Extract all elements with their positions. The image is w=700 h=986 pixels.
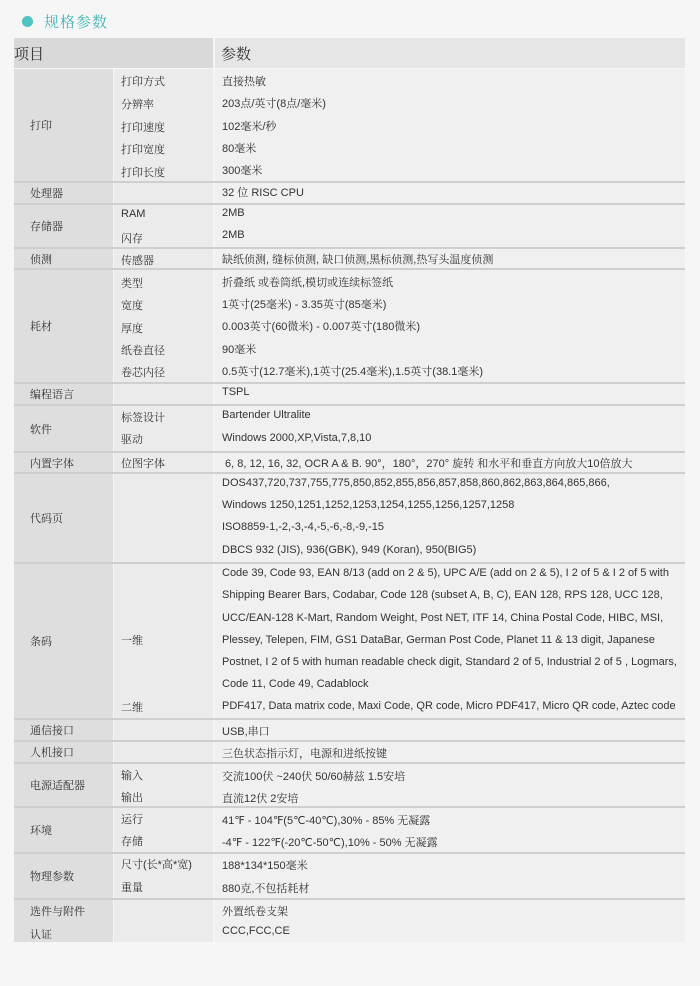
codepage-line: DOS437,720,737,755,775,850,852,855,856,857,858,860,862,863,864,865,866, (222, 477, 610, 489)
spec-label: 分辨率 (121, 99, 154, 111)
group-power (14, 764, 113, 806)
header-param-label: 参数 (221, 45, 252, 63)
group-fonts (14, 453, 113, 472)
codepage-line: ISO8859-1,-2,-3,-4,-5,-6,-8,-9,-15 (222, 521, 385, 533)
group-label: 物理参数 (30, 871, 74, 883)
spec-value: 折叠纸 或卷筒纸,模切或连续标签纸 (222, 277, 394, 289)
spec-label: 宽度 (121, 300, 143, 312)
group-label: 存储器 (30, 221, 63, 233)
spec-label: 纸卷直径 (121, 345, 165, 357)
spec-label: 存储 (121, 836, 143, 848)
spec-value: 90毫米 (222, 344, 257, 356)
spec-label: 传感器 (121, 255, 154, 267)
spec-label: 打印长度 (121, 167, 165, 179)
spec-value: 41℉ - 104℉(5℃-40℃),30% - 85% 无凝露 (222, 815, 431, 827)
sub-col (114, 742, 213, 762)
spec-value: -4℉ - 122℉(-20℃-50℃),10% - 50% 无凝露 (222, 837, 438, 849)
header-param (215, 38, 685, 68)
group-label: 选件与附件 (30, 906, 85, 918)
group-software (14, 406, 113, 451)
spec-value: 0.003英寸(60微米) - 0.007英寸(180微米) (222, 321, 421, 333)
spec-label: 输入 (121, 770, 143, 782)
spec-label: 尺寸(长*高*宽) (121, 859, 192, 871)
spec-label: 位图字体 (121, 458, 165, 470)
group-label: 软件 (30, 423, 52, 436)
spec-value: TSPL (222, 386, 250, 398)
spec-value: 102毫米/秒 (222, 121, 277, 133)
group-label: 通信接口 (30, 725, 74, 737)
spec-label: 运行 (121, 814, 143, 826)
group-interface (14, 720, 113, 740)
group-label: 环境 (30, 825, 52, 837)
spec-value: 6, 8, 12, 16, 32, OCR A & B. 90°，180°，270° 旋转 和水平和垂直方向放大10倍放大 (225, 458, 633, 470)
group-label: 处理器 (30, 188, 63, 200)
group-label: 编程语言 (30, 389, 74, 401)
spec-label: 驱动 (121, 434, 143, 446)
spec-label: RAM (121, 208, 146, 220)
group-label: 认证 (30, 929, 52, 941)
spec-value: 三色状态指示灯，电源和进纸按键 (222, 748, 387, 760)
codepage-line: Windows 1250,1251,1252,1253,1254,1255,1256,1257,1258 (222, 499, 515, 511)
spec-value: 80毫米 (222, 143, 257, 155)
spec-label: 二维 (121, 702, 143, 714)
spec-label: 闪存 (121, 233, 143, 245)
barcode-1d-value: Code 39, Code 93, EAN 8/13 (add on 2 & 5), UPC A/E (add on 2 & 5), I 2 of 5 & I 2 of 5 with Shipping Bearer Bars, Codabar, Code 128 (subset A, B, C), EAN 128, RPS 128, UCC 128, UCC/EAN-128 K-Mart, Random Weight, Post NET, ITF 14, China Postal Code, HIBC, MSI, Plessey, Telepen, FIM, GS1 DataBar, German Post Code, Planet 11 & 13 digit, Japanese Postnet, I 2 of 5 with human readable check digit, Standard 2 of 5, Industrial 2 of 5 , Logmars, Code 11, Code 49, Cadablock (222, 567, 677, 691)
group-language (14, 384, 113, 404)
group-print (14, 69, 113, 181)
group-environment (14, 808, 113, 852)
sub-col (114, 183, 213, 203)
spec-value: Windows 2000,XP,Vista,7,8,10 (222, 432, 372, 444)
group-memory (14, 205, 113, 247)
group-codepage (14, 474, 113, 562)
header-item-label: 项目 (14, 45, 45, 63)
group-media (14, 270, 113, 382)
sub-col (114, 900, 213, 942)
group-detect (14, 249, 113, 268)
spec-label: 厚度 (121, 323, 143, 335)
spec-value: 外置纸卷支架 (222, 906, 288, 918)
sub-col (114, 384, 213, 404)
spec-label: 标签设计 (121, 412, 165, 424)
group-label: 代码页 (30, 513, 63, 525)
spec-value: 188*134*150毫米 (222, 860, 308, 872)
spec-label: 打印方式 (121, 76, 165, 88)
spec-value: 203点/英寸(8点/毫米) (222, 98, 326, 110)
group-label: 条码 (30, 636, 52, 648)
header-item (14, 38, 213, 68)
spec-label: 打印宽度 (121, 144, 165, 156)
spec-label: 重量 (121, 882, 143, 894)
spec-value: 2MB (222, 207, 245, 219)
spec-value: Bartender Ultralite (222, 409, 311, 421)
sub-col (114, 720, 213, 740)
spec-value: 880克,不包括耗材 (222, 883, 310, 895)
group-barcode (14, 564, 113, 718)
val-col (215, 384, 685, 404)
group-hmi (14, 742, 113, 762)
spec-value: 32 位 RISC CPU (222, 187, 304, 199)
spec-value: 交流100伏 ~240伏 50/60赫兹 1.5安培 (222, 771, 406, 783)
spec-value: 1英寸(25毫米) - 3.35英寸(85毫米) (222, 299, 387, 311)
section-title (22, 8, 108, 34)
group-label: 内置字体 (30, 457, 74, 470)
codepage-line: DBCS 932 (JIS), 936(GBK), 949 (Koran), 950(BIG5) (222, 544, 477, 556)
group-physical (14, 854, 113, 898)
group-label: 人机接口 (30, 747, 74, 759)
val-col (215, 720, 685, 740)
group-label: 电源适配器 (30, 780, 85, 792)
spec-value: 300毫米 (222, 165, 263, 177)
spec-label: 输出 (121, 792, 143, 804)
spec-value: USB,串口 (222, 726, 270, 738)
val-col (215, 205, 685, 247)
bullet-dot-icon (22, 16, 33, 27)
group-label: 侦测 (30, 253, 52, 266)
barcode-2d-value: PDF417, Data matrix code, Maxi Code, QR code, Micro PDF417, Micro QR code, Aztec code (222, 700, 676, 712)
section-title-text: 规格参数 (44, 13, 109, 31)
spec-value: 0.5英寸(12.7毫米),1英寸(25.4毫米),1.5英寸(38.1毫米) (222, 366, 484, 378)
spec-label: 卷芯内径 (121, 367, 165, 379)
spec-label: 一维 (121, 635, 143, 647)
group-label: 耗材 (30, 321, 52, 333)
spec-value: 缺纸侦测, 缝标侦测, 缺口侦测,黑标侦测,热写头温度侦测 (222, 254, 494, 266)
val-col (215, 69, 685, 181)
spec-value: 直流12伏 2安培 (222, 793, 299, 805)
spec-value: CCC,FCC,CE (222, 925, 290, 937)
spec-label: 类型 (121, 278, 143, 290)
spec-value: 直接热敏 (222, 76, 266, 88)
group-processor (14, 183, 113, 203)
group-label: 打印 (30, 120, 52, 132)
spec-value: 2MB (222, 229, 245, 241)
sub-col (114, 474, 213, 562)
spec-label: 打印速度 (121, 122, 165, 134)
